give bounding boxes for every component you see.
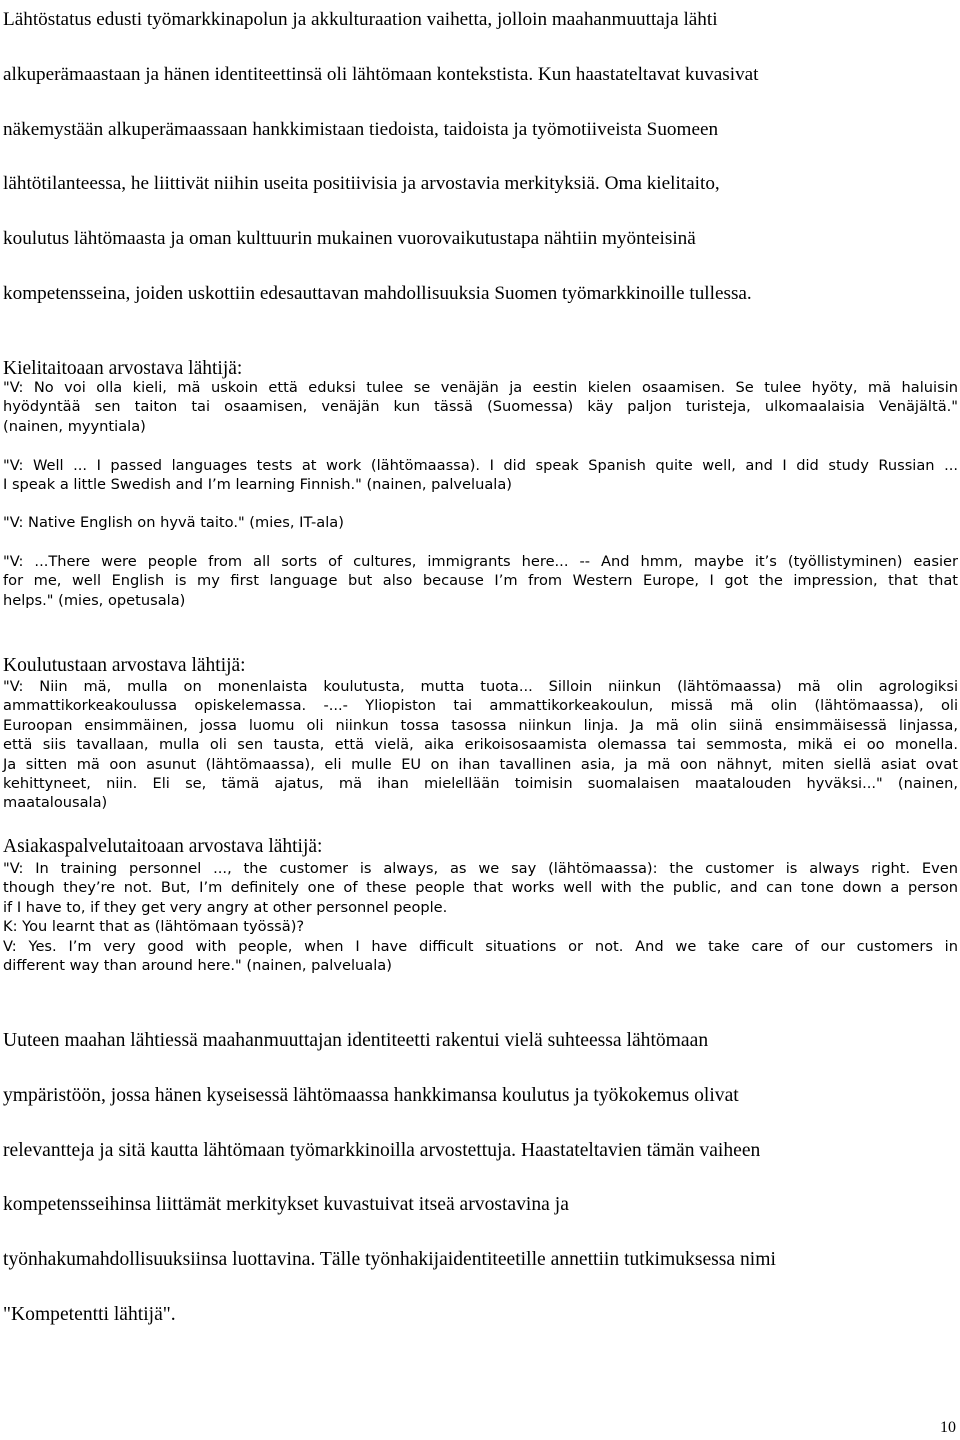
intro-line: näkemystään alkuperämaassaan hankkimistaan tiedoista, taidoista ja työmotiiveista Suomeen bbox=[3, 118, 719, 140]
intro-line: alkuperämaastaan ja hänen identiteettinsä oli lähtömaan kontekstista. Kun haastateltavat kuvasivat bbox=[3, 63, 759, 85]
intro-line: kompetensseina, joiden uskottiin edesauttavan mahdollisuuksia Suomen työmarkkinoille tullessa. bbox=[3, 282, 752, 304]
quote-line: (nainen, myyntiala) bbox=[3, 417, 146, 435]
quote-line: helps." (mies, opetusala) bbox=[3, 591, 186, 609]
quote-line: K: You learnt that as (lähtömaan työssä)? bbox=[3, 918, 305, 936]
quote-language-1 bbox=[3, 378, 958, 436]
quote-line: for me, well English is my first language but also because I’m from Western Europe, I got the impression, that that bbox=[3, 572, 958, 590]
quote-line: "V: Native English on hyvä taito." (mies, IT-ala) bbox=[3, 514, 344, 531]
closing-line: ympäristöön, jossa hänen kyseisessä lähtömaassa hankkimansa koulutus ja työkokemus olivat bbox=[3, 1084, 739, 1106]
closing-line: kompetensseihinsa liittämät merkitykset kuvastuivat itseä arvostavina ja bbox=[3, 1194, 569, 1216]
quote-line: I speak a little Swedish and I’m learning Finnish." (nainen, palveluala) bbox=[3, 476, 512, 494]
section-heading-education: Koulutustaan arvostava lähtijä: bbox=[3, 655, 246, 676]
quote-line: different way than around here." (nainen, palveluala) bbox=[3, 957, 392, 975]
section-heading-language: Kielitaitoaan arvostava lähtijä: bbox=[3, 358, 243, 379]
quote-line: "V: ...There were people from all sorts of cultures, immigrants here... -- And hmm, maybe it’s (työllistyminen) easier bbox=[3, 553, 958, 570]
quote-line: "V: Well ... I passed languages tests at work (lähtömaassa). I did speak Spanish quite well, and I did study Russian ... bbox=[3, 457, 958, 474]
quote-line: though they’re not. But, I’m definitely one of these people that works well with the public, and can tone down a person bbox=[3, 879, 958, 897]
quote-line: hyödyntää sen taiton tai osaamisen, venäjän kun tässä (Suomessa) käy paljon turisteja, ulkomaalaisia Venäjältä." bbox=[3, 398, 958, 416]
quote-language-3 bbox=[3, 513, 958, 532]
intro-paragraph bbox=[3, 0, 958, 322]
closing-line: relevantteja ja sitä kautta lähtömaan työmarkkinoilla arvostettuja. Haastateltavien tämän vaiheen bbox=[3, 1139, 761, 1161]
closing-line: Uuteen maahan lähtiessä maahanmuuttajan identiteetti rakentui vielä suhteessa lähtömaan bbox=[3, 1030, 709, 1051]
quote-line: V: Yes. I’m very good with people, when I have difficult situations or not. And we take care of our customers in bbox=[3, 937, 958, 955]
quote-customer-service bbox=[3, 859, 958, 975]
section-heading-customer-service: Asiakaspalvelutaitoaan arvostava lähtijä: bbox=[3, 836, 323, 857]
quote-line: "V: No voi olla kieli, mä uskoin että eduksi tulee se venäjän ja eestin kielen osaamisen. Se tulee hyöty, mä haluisin bbox=[3, 379, 958, 396]
quote-line: "V: In training personnel ..., the customer is always, as we say (lähtömaassa): the customer is always right. Even bbox=[3, 860, 958, 877]
quote-line: maatalousala) bbox=[3, 794, 108, 812]
quote-language-4 bbox=[3, 552, 958, 610]
quote-line: kehittyneet, niin. Eli se, tämä ajatus, mä ihan mielellään toimisin suomalaisen maatalouden hyväksi..." (nainen, bbox=[3, 775, 958, 793]
closing-line: "Kompetentti lähtijä". bbox=[3, 1303, 176, 1325]
intro-line: lähtötilanteessa, he liittivät niihin useita positiivisia ja arvostavia merkityksiä. Oma kielitaito, bbox=[3, 173, 720, 195]
quote-line: ammattikorkeakoulussa opiskelemassa. -...- Yliopiston tai ammattikorkeakoulun, missä mä olin (lähtömaassa), oli bbox=[3, 697, 958, 715]
quote-line: "V: Niin mä, mulla on monenlaista koulutusta, mutta tuota... Silloin niinkun (lähtömaassa) mä olin agrologiksi bbox=[3, 678, 958, 695]
intro-line: koulutus lähtömaasta ja oman kulttuurin mukainen vuorovaikutustapa nähtiin myönteisinä bbox=[3, 228, 696, 250]
quote-education bbox=[3, 677, 958, 813]
quote-line: että siis tavallaan, mulla oli sen tausta, että vielä, aika erikoisosaamista olemassa tai semmosta, mikä ei oo monella. bbox=[3, 736, 958, 754]
quote-line: if I have to, if they get very angry at other personnel people. bbox=[3, 898, 448, 916]
page-number: 10 bbox=[940, 1419, 956, 1436]
quote-line: Ja sitten mä oon asunut (lähtömaassa), eli mulle EU on ihan tavallinen asia, ja mä oon nähnyt, miten siellä asiat ovat bbox=[3, 755, 958, 773]
quote-line: Euroopan ensimmäinen, jossa luomu oli niinkun tossa tasossa niinkun linja. Ja mä olin siinä ensimmäisessä linjassa, bbox=[3, 716, 958, 734]
closing-paragraph bbox=[3, 1014, 958, 1343]
closing-line: työnhakumahdollisuuksiinsa luottavina. Tälle työnhakijaidentiteetille annettiin tutkimuksessa nimi bbox=[3, 1249, 776, 1271]
intro-line: Lähtöstatus edusti työmarkkinapolun ja akkulturaation vaihetta, jolloin maahanmuuttaja lähti bbox=[3, 9, 718, 30]
quote-language-2 bbox=[3, 456, 958, 495]
